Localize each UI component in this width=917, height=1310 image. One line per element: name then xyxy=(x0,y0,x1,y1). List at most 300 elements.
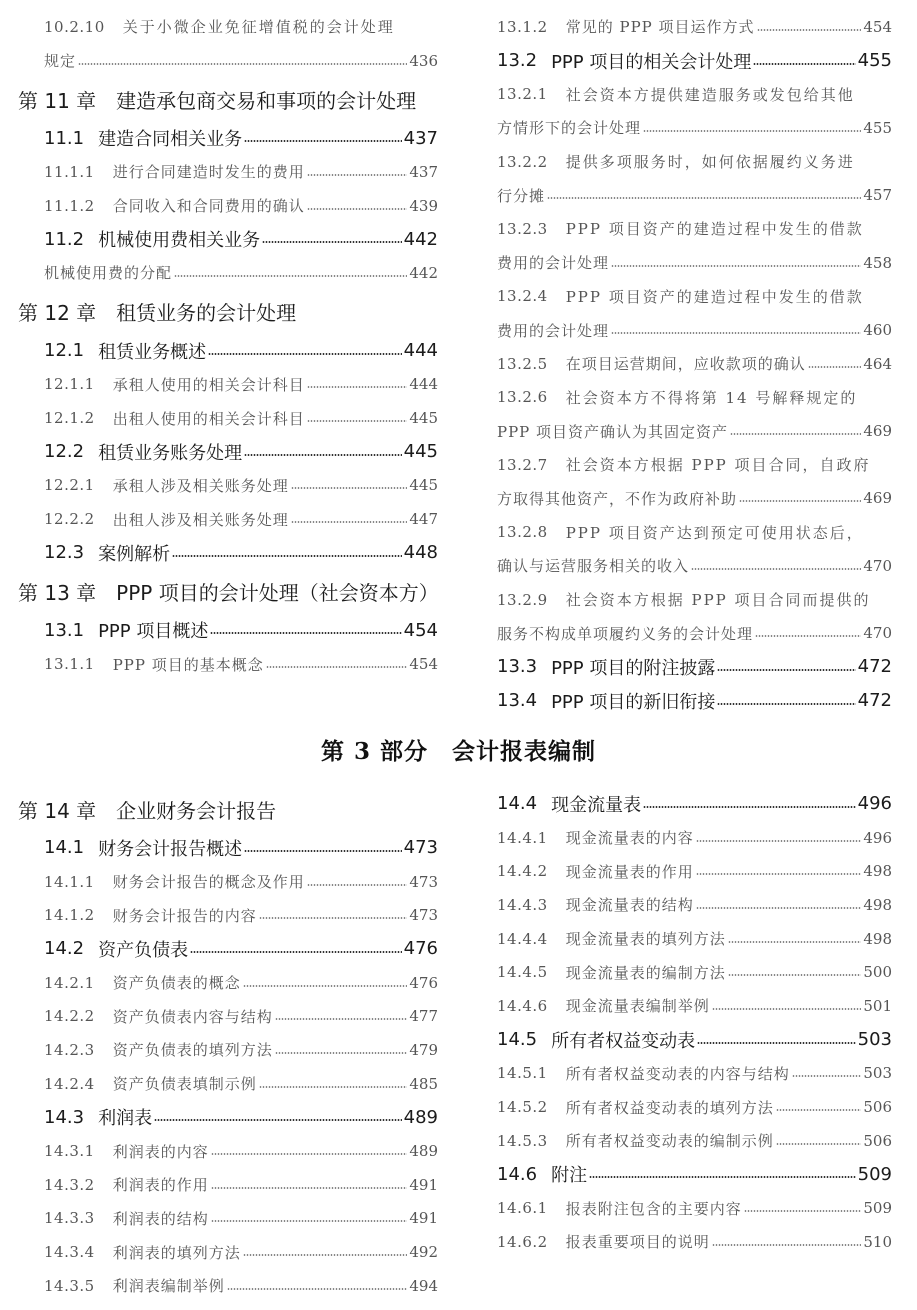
toc-entry-sub[interactable] xyxy=(497,280,892,314)
toc-entry-sub[interactable] xyxy=(497,1090,892,1124)
toc-entry-sec[interactable] xyxy=(18,536,438,570)
dot-leader xyxy=(757,29,862,31)
dot-leader xyxy=(259,1086,408,1088)
toc-entry-sub[interactable] xyxy=(18,966,438,1000)
chapter-title: 第 14 章 企业财务会计报告 xyxy=(18,798,277,823)
entry-number: 13.2.8 xyxy=(497,523,548,542)
entry-title: 财务会计报告的概念及作用 xyxy=(112,873,305,892)
dot-leader xyxy=(291,487,408,489)
toc-entry-sub[interactable] xyxy=(497,10,892,44)
page-number: 489 xyxy=(403,1106,438,1128)
page-number: 479 xyxy=(409,1040,438,1059)
entry-number: 12.2 xyxy=(44,441,85,463)
dot-leader xyxy=(728,941,862,943)
toc-entry-sec[interactable] xyxy=(497,1158,892,1192)
toc-entry-cont[interactable] xyxy=(497,111,892,145)
toc-entry-sub[interactable] xyxy=(497,1124,892,1158)
entry-title: 利润表的作用 xyxy=(112,1176,209,1195)
dot-leader xyxy=(243,1254,408,1256)
dot-leader xyxy=(755,635,861,637)
page-number: 476 xyxy=(409,973,438,992)
toc-entry-sub[interactable] xyxy=(497,1191,892,1225)
toc-entry-sub[interactable] xyxy=(18,647,438,681)
entry-number: 10.2.10 xyxy=(44,17,105,36)
entry-title: PPP 项目资产确认为其固定资产 xyxy=(497,422,729,441)
dot-leader xyxy=(244,140,402,142)
entry-title: 租赁业务概述 xyxy=(98,341,207,363)
entry-title: 利润表的内容 xyxy=(112,1142,209,1161)
page-number: 464 xyxy=(863,354,892,373)
entry-title: PPP 项目概述 xyxy=(98,621,209,643)
dot-leader xyxy=(776,1109,862,1111)
entry-title: 资产负债表的概念 xyxy=(112,974,241,993)
entry-title: 所有者权益变动表 xyxy=(551,1030,696,1052)
entry-number: 13.3 xyxy=(497,656,538,678)
entry-title: 确认与运营服务相关的收入 xyxy=(497,557,690,576)
page-number: 506 xyxy=(863,1098,892,1117)
dot-leader xyxy=(275,1018,408,1020)
page-number: 494 xyxy=(409,1276,438,1295)
toc-entry-sub[interactable] xyxy=(18,1168,438,1202)
entry-title: 社会资本方根据 PPP 项目合同而提供的 xyxy=(565,591,871,610)
page-number: 498 xyxy=(863,929,892,948)
dot-leader xyxy=(307,420,408,422)
toc-entry-cont[interactable] xyxy=(18,256,438,290)
entry-title: 方取得其他资产，不作为政府补助 xyxy=(497,489,738,508)
toc-entry-sub[interactable] xyxy=(18,1269,438,1303)
toc-entry-sub[interactable] xyxy=(18,401,438,435)
toc-entry-cont[interactable] xyxy=(497,313,892,347)
entry-number: 12.3 xyxy=(44,542,85,564)
toc-entry-cont[interactable] xyxy=(497,246,892,280)
dot-leader xyxy=(172,555,402,557)
entry-title: 所有者权益变动表的内容与结构 xyxy=(565,1064,790,1083)
toc-entry-sec[interactable] xyxy=(18,932,438,966)
toc-entry-chapter[interactable] xyxy=(18,290,438,334)
dot-leader xyxy=(643,130,861,132)
page-number: 489 xyxy=(409,1142,438,1161)
entry-title: 所有者权益变动表的填列方法 xyxy=(565,1098,774,1117)
toc-entry-sec[interactable] xyxy=(18,831,438,865)
entry-title: PPP 项目的新旧衔接 xyxy=(551,691,716,713)
toc-entry-sec[interactable] xyxy=(18,1101,438,1135)
page-number: 503 xyxy=(863,1064,892,1083)
page-number: 510 xyxy=(863,1232,892,1251)
dot-leader xyxy=(712,1244,862,1246)
page-number: 469 xyxy=(863,422,892,441)
page-number: 473 xyxy=(409,906,438,925)
chapter-title: 第 12 章 租赁业务的会计处理 xyxy=(18,301,297,326)
entry-number: 14.6.2 xyxy=(497,1232,548,1251)
page-number: 498 xyxy=(863,862,892,881)
dot-leader xyxy=(691,568,861,570)
dot-leader xyxy=(262,241,402,243)
page-number: 492 xyxy=(409,1243,438,1262)
entry-title: 费用的会计处理 xyxy=(497,254,610,273)
entry-title: 机械使用费的分配 xyxy=(44,264,173,283)
entry-title: 现金流量表的编制方法 xyxy=(565,963,726,982)
entry-number: 14.3.1 xyxy=(44,1142,95,1161)
page-number: 455 xyxy=(857,50,892,72)
entry-number: 12.1.1 xyxy=(44,375,95,394)
entry-number: 13.1.1 xyxy=(44,655,95,674)
page-number: 473 xyxy=(403,837,438,859)
entry-number: 14.1.2 xyxy=(44,906,95,925)
dot-leader xyxy=(211,1153,408,1155)
page-number: 448 xyxy=(403,542,438,564)
chapter-title: 第 13 章 PPP 项目的会计处理（社会资本方） xyxy=(18,581,439,606)
entry-number: 14.2.2 xyxy=(44,1007,95,1026)
entry-title: 提供多项服务时，如何依据履约义务进 xyxy=(565,153,855,172)
page-number: 470 xyxy=(863,624,892,643)
dot-leader xyxy=(728,974,862,976)
dot-leader xyxy=(643,806,856,808)
dot-leader xyxy=(259,917,408,919)
part-title: 第 3 部分 会计报表编制 xyxy=(320,738,597,765)
toc-entry-sub[interactable] xyxy=(497,854,892,888)
toc-entry-sub[interactable] xyxy=(18,368,438,402)
dot-leader xyxy=(776,1143,862,1145)
entry-number: 12.2.2 xyxy=(44,510,95,529)
toc-entry-sub[interactable] xyxy=(497,989,892,1023)
dot-leader xyxy=(744,1210,862,1212)
toc-entry-cont[interactable] xyxy=(497,616,892,650)
page-number: 509 xyxy=(857,1163,892,1185)
page-number: 491 xyxy=(409,1209,438,1228)
chapter-title: 第 11 章 建造承包商交易和事项的会计处理 xyxy=(18,88,417,113)
entry-title: 出租人使用的相关会计科目 xyxy=(112,409,305,428)
entry-title: 资产负债表 xyxy=(98,939,189,961)
toc-entry-sub[interactable] xyxy=(18,1067,438,1101)
dot-leader xyxy=(307,174,408,176)
entry-number: 14.2 xyxy=(44,938,85,960)
page-number: 439 xyxy=(409,196,438,215)
toc-entry-sec[interactable] xyxy=(18,334,438,368)
entry-title: 建造合同相关业务 xyxy=(98,129,243,151)
page-number: 444 xyxy=(403,340,438,362)
toc-entry-sec[interactable] xyxy=(18,222,438,256)
toc-entry-sec[interactable] xyxy=(497,1023,892,1057)
toc-entry-sub[interactable] xyxy=(497,821,892,855)
dot-leader xyxy=(190,951,402,953)
entry-number: 14.5.2 xyxy=(497,1098,548,1117)
entry-number: 14.5.3 xyxy=(497,1131,548,1150)
entry-number: 14.3 xyxy=(44,1106,85,1128)
toc-entry-sub[interactable] xyxy=(18,189,438,223)
entry-title: 报表重要项目的说明 xyxy=(565,1233,710,1252)
dot-leader xyxy=(244,850,402,852)
page-number: 477 xyxy=(409,1007,438,1026)
entry-number: 14.3.2 xyxy=(44,1175,95,1194)
page-number: 437 xyxy=(403,127,438,149)
entry-number: 13.2.1 xyxy=(497,85,548,104)
toc-entry-sec[interactable] xyxy=(18,435,438,469)
entry-number: 13.1 xyxy=(44,619,85,641)
entry-number: 14.2.3 xyxy=(44,1040,95,1059)
entry-title: 现金流量表 xyxy=(551,794,642,816)
toc-entry-sub[interactable] xyxy=(497,515,892,549)
dot-leader xyxy=(210,632,401,634)
entry-title: 所有者权益变动表的编制示例 xyxy=(565,1132,774,1151)
entry-title: PPP 项目的相关会计处理 xyxy=(551,51,752,73)
entry-number: 14.4.1 xyxy=(497,828,548,847)
page-number: 454 xyxy=(863,17,892,36)
entry-number: 12.2.1 xyxy=(44,476,95,495)
dot-leader xyxy=(697,1042,856,1044)
dot-leader xyxy=(717,703,855,705)
page-number: 506 xyxy=(863,1131,892,1150)
entry-number: 13.2.3 xyxy=(497,219,548,238)
toc-entry-sec[interactable] xyxy=(497,787,892,821)
entry-title: 利润表 xyxy=(98,1108,153,1130)
toc-entry-sub[interactable] xyxy=(497,145,892,179)
entry-title: 社会资本方提供建造服务或发包给其他 xyxy=(565,85,855,104)
entry-number: 14.3.5 xyxy=(44,1276,95,1295)
toc-entry-sub[interactable] xyxy=(497,381,892,415)
toc-entry-sub[interactable] xyxy=(18,10,438,44)
entry-title: 财务会计报告概述 xyxy=(98,838,243,860)
entry-number: 14.2.4 xyxy=(44,1074,95,1093)
entry-title: PPP 项目的附注披露 xyxy=(551,657,716,679)
dot-leader xyxy=(792,1075,862,1077)
dot-leader xyxy=(753,63,855,65)
entry-number: 13.1.2 xyxy=(497,17,548,36)
toc-entry-cont[interactable] xyxy=(18,44,438,78)
entry-title: 租赁业务账务处理 xyxy=(98,442,243,464)
page-number: 496 xyxy=(857,793,892,815)
toc-entry-cont[interactable] xyxy=(497,178,892,212)
dot-leader xyxy=(174,275,407,277)
entry-number: 14.4.4 xyxy=(497,929,548,948)
entry-title: 进行合同建造时发生的费用 xyxy=(112,163,305,182)
toc-entry-sub[interactable] xyxy=(497,347,892,381)
entry-title: PPP 项目资产的建造过程中发生的借款 xyxy=(565,287,864,306)
page-number: 445 xyxy=(409,476,438,495)
entry-number: 14.4.5 xyxy=(497,963,548,982)
dot-leader xyxy=(717,669,855,671)
page-number: 437 xyxy=(409,162,438,181)
entry-number: 14.4.3 xyxy=(497,895,548,914)
entry-number: 13.2 xyxy=(497,50,538,72)
entry-number: 13.2.7 xyxy=(497,455,548,474)
toc-entry-cont[interactable] xyxy=(497,549,892,583)
entry-title: 利润表编制举例 xyxy=(112,1277,225,1296)
entry-title: 利润表的填列方法 xyxy=(112,1243,241,1262)
entry-title: 出租人涉及相关账务处理 xyxy=(112,510,289,529)
entry-title: 承租人涉及相关账务处理 xyxy=(112,476,289,495)
toc-entry-sec[interactable] xyxy=(18,614,438,648)
toc-entry-sub[interactable] xyxy=(18,1235,438,1269)
entry-title: 现金流量表的内容 xyxy=(565,829,694,848)
toc-entry-sub[interactable] xyxy=(18,1033,438,1067)
page-number: 445 xyxy=(403,441,438,463)
entry-number: 11.1.2 xyxy=(44,196,95,215)
entry-title: PPP 项目的基本概念 xyxy=(112,655,264,674)
toc-entry-sub[interactable] xyxy=(497,583,892,617)
page-number: 485 xyxy=(409,1074,438,1093)
dot-leader xyxy=(808,366,862,368)
entry-number: 13.2.5 xyxy=(497,354,548,373)
entry-title: 社会资本方根据 PPP 项目合同，自政府 xyxy=(565,456,871,475)
entry-number: 12.1.2 xyxy=(44,409,95,428)
dot-leader xyxy=(307,884,408,886)
dot-leader xyxy=(211,1220,408,1222)
dot-leader xyxy=(730,433,861,435)
dot-leader xyxy=(696,840,862,842)
entry-title: 资产负债表填制示例 xyxy=(112,1075,257,1094)
entry-number: 14.3.4 xyxy=(44,1243,95,1262)
page-number: 460 xyxy=(863,321,892,340)
entry-number: 14.4.2 xyxy=(497,862,548,881)
toc-entry-sub[interactable] xyxy=(18,1202,438,1236)
page-number: 445 xyxy=(409,409,438,428)
toc-entry-sub[interactable] xyxy=(18,502,438,536)
page-number: 454 xyxy=(409,655,438,674)
dot-leader xyxy=(227,1288,408,1290)
page-number: 473 xyxy=(409,872,438,891)
page-number: 476 xyxy=(403,938,438,960)
toc-entry-chapter[interactable] xyxy=(18,787,438,831)
dot-leader xyxy=(696,873,862,875)
entry-title: 服务不构成单项履约义务的会计处理 xyxy=(497,624,754,643)
entry-number: 14.6.1 xyxy=(497,1199,548,1218)
toc-entry-sub[interactable] xyxy=(497,888,892,922)
page-number: 472 xyxy=(857,656,892,678)
entry-number: 14.1.1 xyxy=(44,872,95,891)
dot-leader xyxy=(291,521,408,523)
entry-title: 行分摊 xyxy=(497,186,546,205)
page-number: 469 xyxy=(863,489,892,508)
toc-entry-cont[interactable] xyxy=(497,414,892,448)
entry-title: 财务会计报告的内容 xyxy=(112,906,257,925)
toc-column-bottom-left xyxy=(18,787,438,1303)
toc-column-top-right xyxy=(497,10,892,717)
toc-entry-sec[interactable] xyxy=(18,121,438,155)
entry-title: 报表附注包含的主要内容 xyxy=(565,1199,742,1218)
entry-title: 现金流量表的结构 xyxy=(565,896,694,915)
entry-number: 14.5.1 xyxy=(497,1064,548,1083)
toc-entry-chapter[interactable] xyxy=(18,570,438,614)
page-number: 496 xyxy=(863,828,892,847)
entry-title: PPP 项目资产达到预定可使用状态后， xyxy=(565,523,864,542)
toc-entry-sub[interactable] xyxy=(497,448,892,482)
entry-title: 利润表的结构 xyxy=(112,1209,209,1228)
toc-entry-sub[interactable] xyxy=(497,1057,892,1091)
page-number: 498 xyxy=(863,895,892,914)
page-number: 455 xyxy=(863,118,892,137)
dot-leader xyxy=(712,1008,862,1010)
toc-entry-sub[interactable] xyxy=(18,865,438,899)
page-number: 436 xyxy=(409,51,438,70)
entry-number: 13.2.9 xyxy=(497,590,548,609)
entry-number: 14.3.3 xyxy=(44,1209,95,1228)
toc-entry-sec[interactable] xyxy=(497,44,892,78)
dot-leader xyxy=(211,1187,408,1189)
toc-entry-sub[interactable] xyxy=(18,469,438,503)
entry-title: 方情形下的会计处理 xyxy=(497,119,642,138)
entry-number: 14.4 xyxy=(497,793,538,815)
entry-title: 现金流量表的填列方法 xyxy=(565,930,726,949)
entry-title: 案例解析 xyxy=(98,543,171,565)
entry-title: 机械使用费相关业务 xyxy=(98,230,261,252)
entry-title: 附注 xyxy=(551,1165,588,1187)
page-number: 503 xyxy=(857,1029,892,1051)
toc-entry-sub[interactable] xyxy=(18,999,438,1033)
toc-entry-sub[interactable] xyxy=(497,955,892,989)
dot-leader xyxy=(611,265,861,267)
page-number: 491 xyxy=(409,1175,438,1194)
dot-leader xyxy=(266,666,408,668)
entry-number: 13.2.2 xyxy=(497,152,548,171)
entry-number: 11.1.1 xyxy=(44,162,95,181)
toc-entry-sub[interactable] xyxy=(18,898,438,932)
toc-entry-sub[interactable] xyxy=(497,212,892,246)
page-number: 457 xyxy=(863,186,892,205)
entry-title: 费用的会计处理 xyxy=(497,321,610,340)
toc-entry-sub[interactable] xyxy=(18,155,438,189)
entry-number: 13.2.4 xyxy=(497,287,548,306)
dot-leader xyxy=(696,907,862,909)
dot-leader xyxy=(589,1176,856,1178)
dot-leader xyxy=(275,1052,408,1054)
toc-entry-sec[interactable] xyxy=(497,684,892,718)
dot-leader xyxy=(739,500,861,502)
entry-number: 14.5 xyxy=(497,1029,538,1051)
dot-leader xyxy=(78,63,407,65)
dot-leader xyxy=(307,386,408,388)
toc-column-bottom-right xyxy=(497,787,892,1259)
entry-number: 14.1 xyxy=(44,837,85,859)
page-number: 444 xyxy=(409,375,438,394)
dot-leader xyxy=(243,985,408,987)
toc-entry-sub[interactable] xyxy=(497,77,892,111)
toc-column-top-left xyxy=(18,10,438,681)
page-number: 509 xyxy=(863,1199,892,1218)
entry-title: 规定 xyxy=(44,52,77,71)
entry-title: 现金流量表的作用 xyxy=(565,862,694,881)
toc-entry-sec[interactable] xyxy=(497,650,892,684)
toc-entry-chapter[interactable] xyxy=(18,77,438,121)
page-number: 447 xyxy=(409,510,438,529)
page-number: 454 xyxy=(403,619,438,641)
entry-title: 承租人使用的相关会计科目 xyxy=(112,375,305,394)
entry-number: 13.4 xyxy=(497,690,538,712)
page-number: 458 xyxy=(863,253,892,272)
entry-title: 关于小微企业免征增值税的会计处理 xyxy=(122,18,395,37)
entry-title: PPP 项目资产的建造过程中发生的借款 xyxy=(565,220,864,239)
page-number: 442 xyxy=(409,263,438,282)
dot-leader xyxy=(154,1119,402,1121)
page-number: 470 xyxy=(863,556,892,575)
entry-title: 常见的 PPP 项目运作方式 xyxy=(565,18,755,37)
dot-leader xyxy=(611,332,861,334)
entry-number: 13.2.6 xyxy=(497,388,548,407)
dot-leader xyxy=(208,353,402,355)
page-number: 501 xyxy=(863,996,892,1015)
toc-entry-sub[interactable] xyxy=(18,1134,438,1168)
entry-number: 14.2.1 xyxy=(44,973,95,992)
toc-entry-sub[interactable] xyxy=(497,1225,892,1259)
dot-leader xyxy=(307,208,408,210)
entry-title: 社会资本方不得将第 14 号解释规定的 xyxy=(565,388,858,407)
entry-number: 14.6 xyxy=(497,1163,538,1185)
toc-entry-sub[interactable] xyxy=(497,922,892,956)
toc-entry-cont[interactable] xyxy=(497,482,892,516)
entry-title: 现金流量表编制举例 xyxy=(565,997,710,1016)
page-number: 500 xyxy=(863,963,892,982)
entry-title: 合同收入和合同费用的确认 xyxy=(112,197,305,216)
page-number: 442 xyxy=(403,228,438,250)
